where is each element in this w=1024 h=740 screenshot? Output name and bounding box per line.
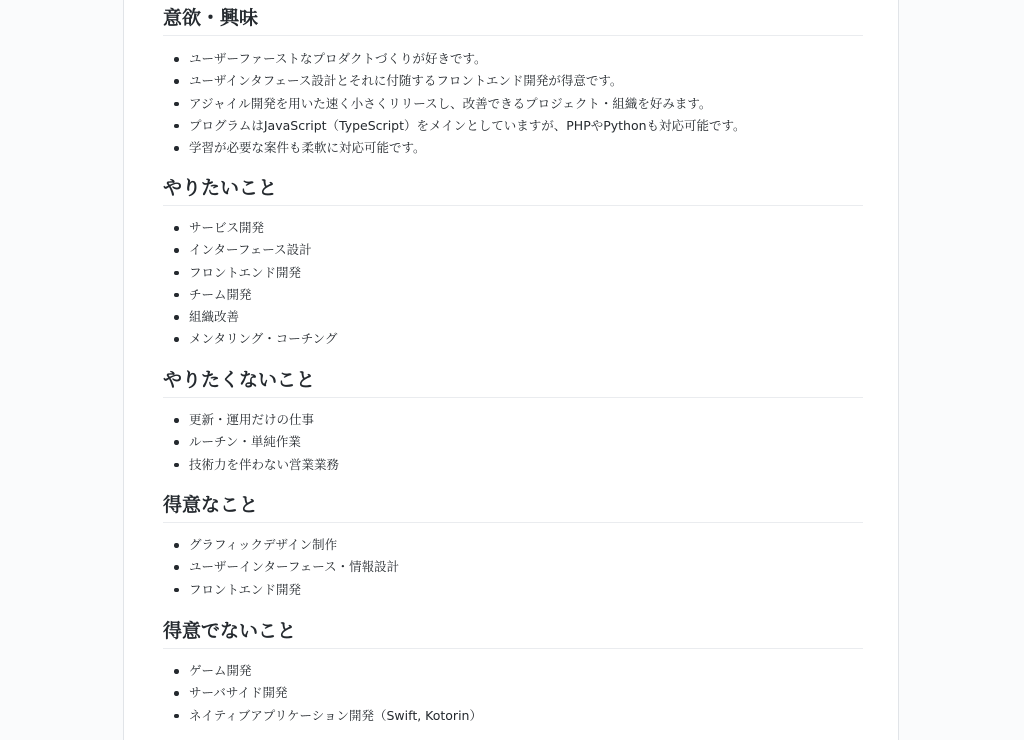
list-item <box>163 454 863 476</box>
section-heading: 得意なこと <box>163 492 863 523</box>
bullet-icon <box>174 124 179 129</box>
list-item <box>163 70 863 92</box>
section-heading: 意欲・興味 <box>163 5 863 36</box>
bullet-list <box>163 660 863 727</box>
list-item-text: チーム開発 <box>189 286 252 302</box>
list-item-text: ネイティブアプリケーション開発（Swift, Kotorin） <box>189 707 482 723</box>
list-item-text: プログラムはJavaScript（TypeScript）をメインとしていますが、PHPやPythonも対応可能です。 <box>189 117 746 133</box>
list-item-text: 更新・運用だけの仕事 <box>189 412 315 427</box>
list-item <box>163 682 863 704</box>
list-item-text: サーバサイド開発 <box>189 685 288 701</box>
bullet-icon <box>174 226 179 231</box>
list-item-text: 学習が必要な案件も柔軟に対応可能です。 <box>189 140 426 156</box>
bullet-icon <box>174 565 179 570</box>
section-heading: やりたくないこと <box>163 367 863 398</box>
list-item-text: ユーザーファーストなプロダクトづくりが好きです。 <box>189 51 487 66</box>
list-item <box>163 115 863 137</box>
list-item <box>163 579 863 601</box>
bullet-list <box>163 48 863 159</box>
list-item-text: ゲーム開発 <box>189 663 252 678</box>
bullet-icon <box>174 79 179 84</box>
list-item-text: インターフェース設計 <box>189 242 312 258</box>
list-item <box>163 556 863 578</box>
bullet-icon <box>174 337 179 342</box>
list-item-text: ルーチン・単純作業 <box>189 434 301 450</box>
bullet-list <box>163 409 863 476</box>
list-item-text: 技術力を伴わない営業業務 <box>189 456 340 472</box>
list-item-text: フロントエンド開発 <box>189 581 302 597</box>
document-card <box>123 0 899 740</box>
bullet-icon <box>174 714 179 719</box>
bullet-list <box>163 534 863 601</box>
list-item <box>163 660 863 682</box>
list-item <box>163 137 863 159</box>
list-item <box>163 284 863 306</box>
list-item <box>163 328 863 350</box>
bullet-icon <box>174 271 179 276</box>
bullet-icon <box>174 248 179 253</box>
bullet-icon <box>174 418 179 423</box>
list-item <box>163 705 863 727</box>
section-heading: やりたいこと <box>163 175 863 206</box>
list-item <box>163 262 863 284</box>
section-heading: 得意でないこと <box>163 618 863 649</box>
bullet-icon <box>174 57 179 62</box>
list-item-text: 組織改善 <box>189 309 240 325</box>
bullet-icon <box>174 315 179 320</box>
list-item-text: サービス開発 <box>189 220 265 235</box>
list-item <box>163 217 863 239</box>
section-interests <box>163 5 863 159</box>
list-item <box>163 534 863 556</box>
list-item-text: アジャイル開発を用いた速く小さくリリースし、改善できるプロジェクト・組織を好みます。 <box>189 95 712 111</box>
bullet-icon <box>174 691 179 696</box>
list-item <box>163 409 863 431</box>
bullet-icon <box>174 440 179 445</box>
section-not-want-to-do <box>163 367 863 476</box>
list-item-text: グラフィックデザイン制作 <box>189 537 338 552</box>
list-item <box>163 431 863 453</box>
bullet-icon <box>174 543 179 548</box>
section-want-to-do <box>163 175 863 351</box>
bullet-icon <box>174 669 179 674</box>
list-item-text: ユーザインタフェース設計とそれに付随するフロントエンド開発が得意です。 <box>189 73 623 89</box>
bullet-list <box>163 217 863 351</box>
list-item-text: ユーザーインターフェース・情報設計 <box>189 559 400 575</box>
bullet-icon <box>174 293 179 298</box>
bullet-icon <box>174 102 179 107</box>
bullet-icon <box>174 146 179 151</box>
list-item <box>163 93 863 115</box>
list-item-text: フロントエンド開発 <box>189 264 302 280</box>
section-weaknesses <box>163 618 863 727</box>
list-item <box>163 239 863 261</box>
list-item <box>163 306 863 328</box>
bullet-icon <box>174 588 179 593</box>
bullet-icon <box>174 463 179 468</box>
list-item <box>163 48 863 70</box>
section-strengths <box>163 492 863 601</box>
list-item-text: メンタリング・コーチング <box>189 331 338 347</box>
